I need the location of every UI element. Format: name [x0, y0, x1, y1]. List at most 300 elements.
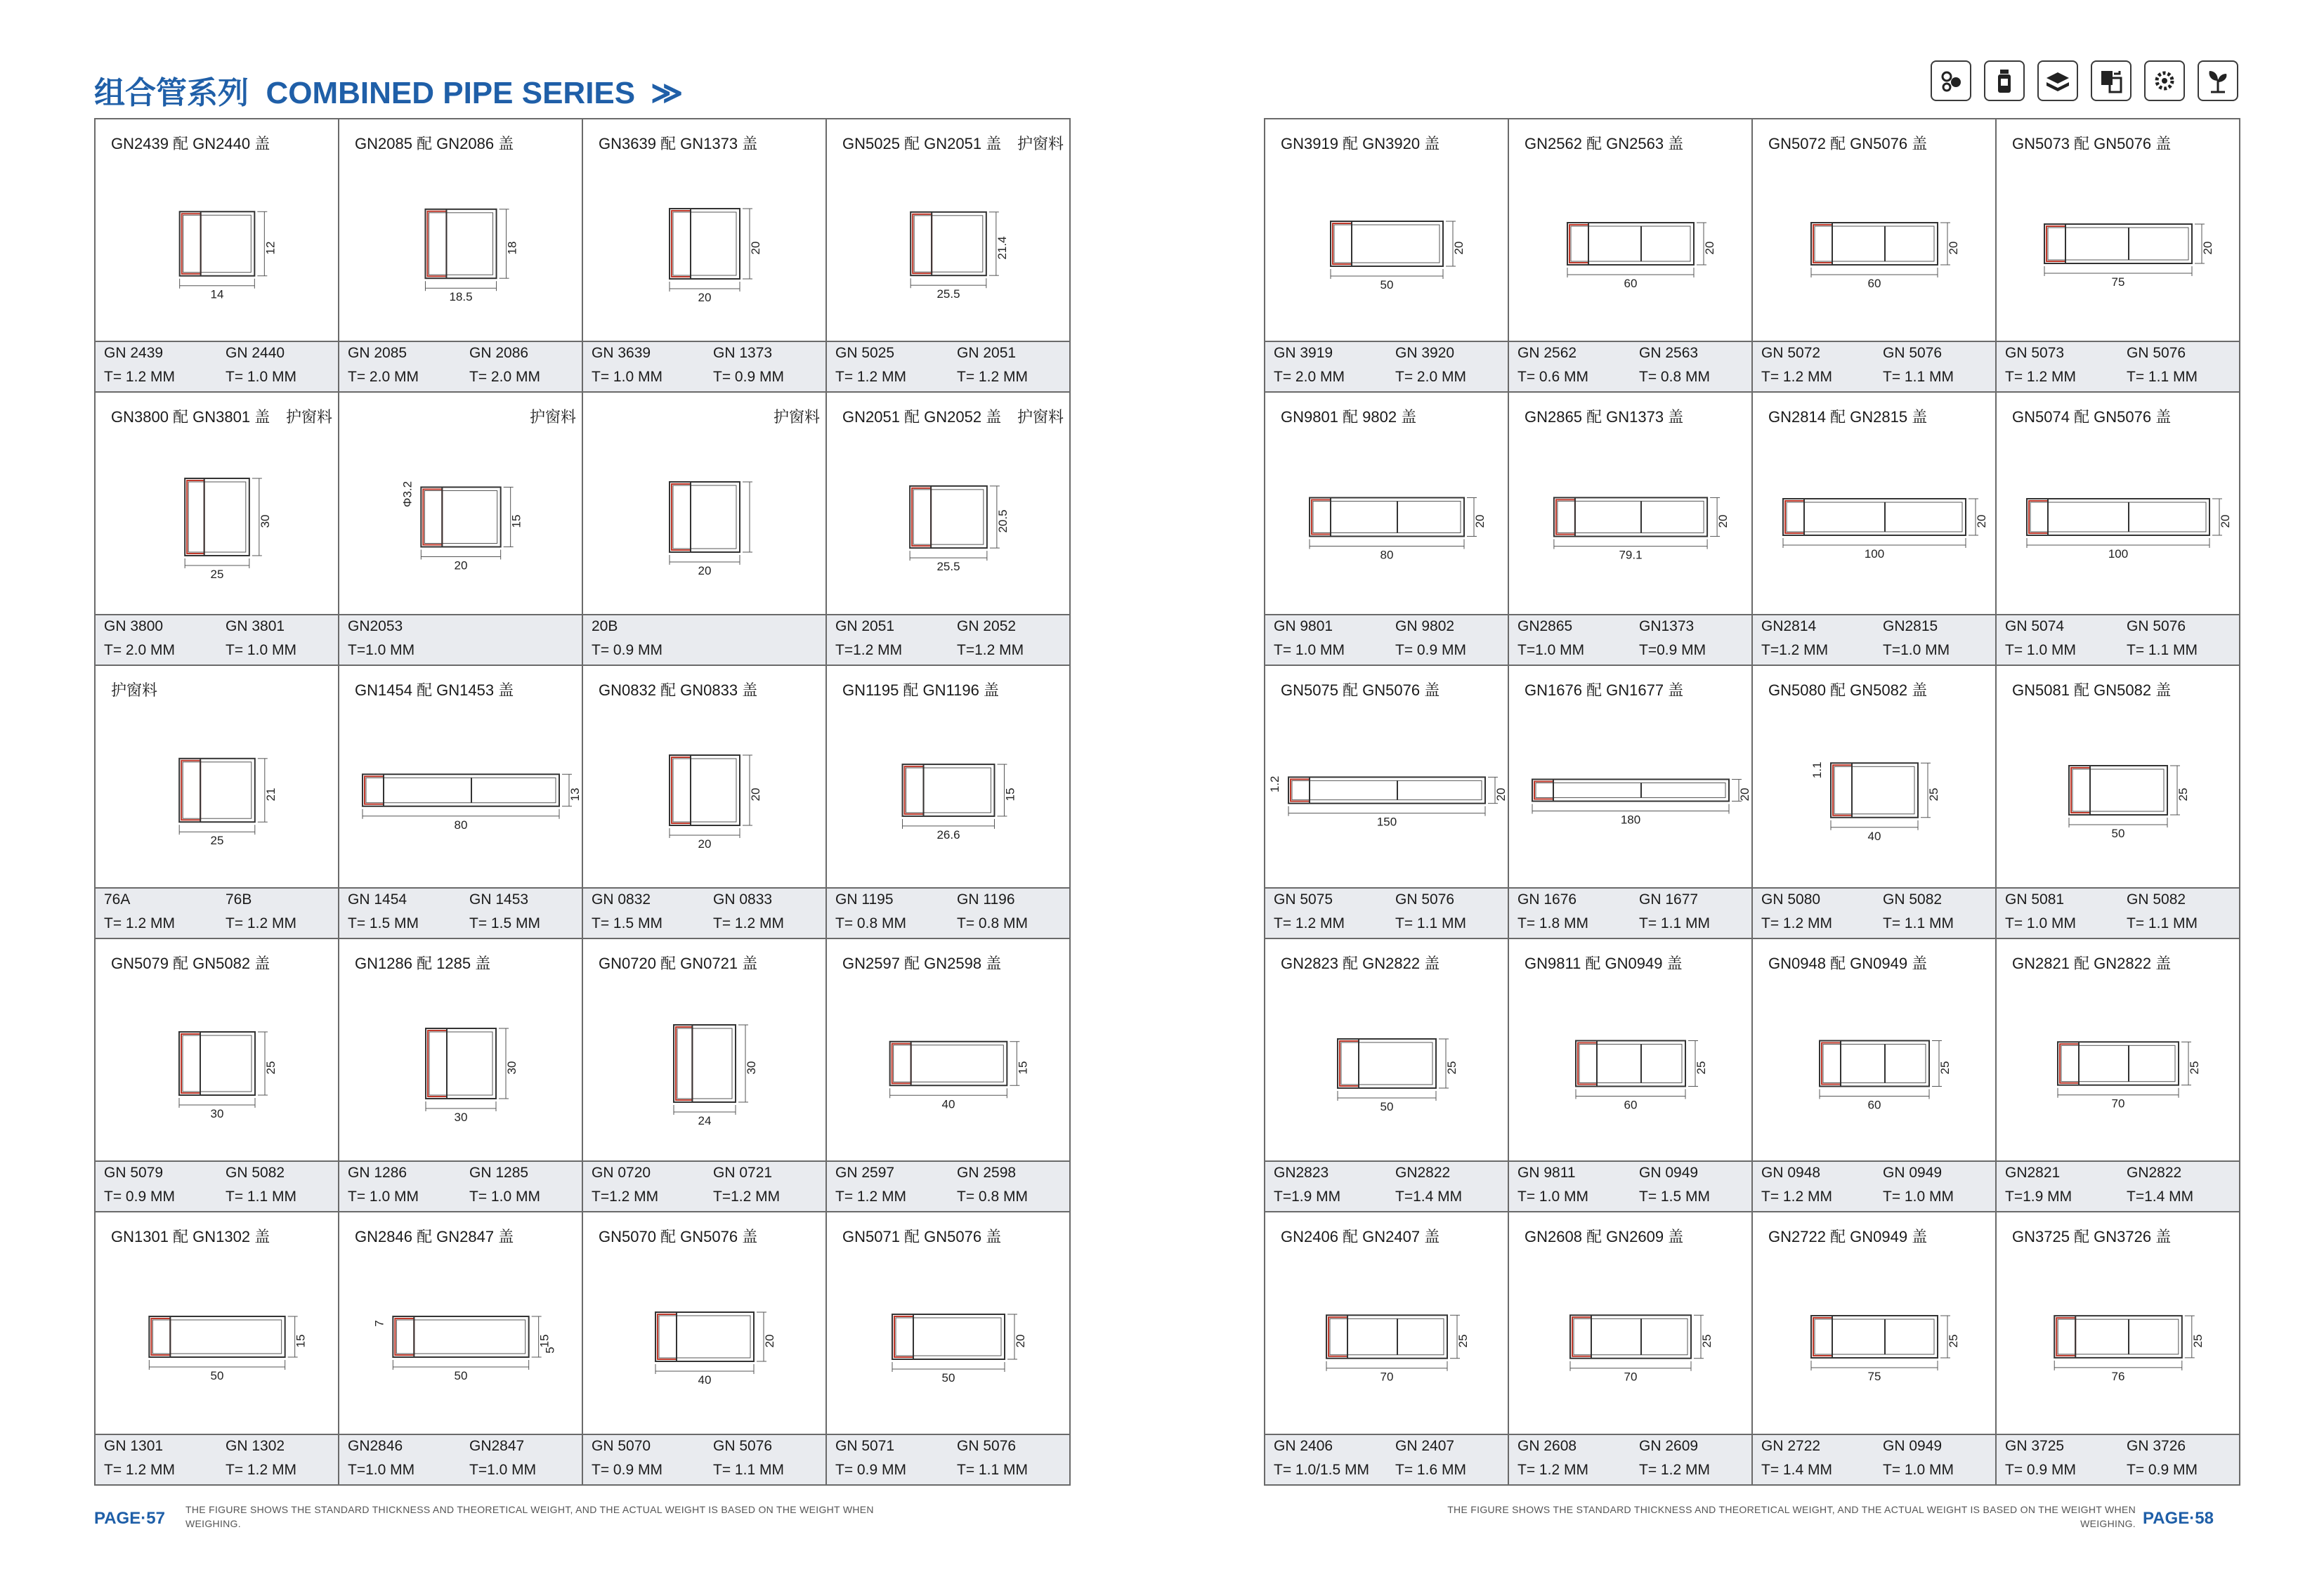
profile-thickness-b: T= 1.5 MM: [1639, 1189, 1710, 1205]
profile-cross-section: [1997, 1249, 2240, 1425]
cover-clip: [892, 1044, 911, 1084]
dimension-label: 25: [264, 1061, 278, 1075]
dimension-label: 40: [1867, 829, 1881, 843]
profile-outline: [674, 1025, 736, 1102]
dimension-label: 25: [1938, 1061, 1952, 1075]
profile-card: [1265, 119, 1509, 393]
dimension-label: 50: [1380, 278, 1394, 292]
cover-clip: [1556, 499, 1575, 534]
profile-thickness-a: T=1.9 MM: [2005, 1189, 2072, 1205]
profile-thickness-b: T= 0.9 MM: [2127, 1462, 2198, 1478]
profile-code-b: GN 1302: [226, 1438, 285, 1454]
profile-drawing: [670, 755, 762, 851]
profile-thickness-b: T= 1.1 MM: [1395, 915, 1466, 931]
profile-drawing: [1326, 1315, 1470, 1383]
dimension-label: 20: [763, 1334, 776, 1348]
profile-code-b: GN 1373: [713, 345, 773, 361]
profile-code-a: GN 2597: [835, 1165, 895, 1181]
footer-note-left: THE FIGURE SHOWS THE STANDARD THICKNESS AND THEORETICAL WEIGHT, AND THE ACTUAL WEIGHT IS BASED ON THE WEIGHT WHEN WEIGHING.: [185, 1504, 874, 1529]
profile-code-a: GN 1286: [348, 1165, 407, 1181]
dimension-label: 20: [749, 787, 762, 801]
profile-cross-section: [827, 976, 1071, 1151]
dimension-label: 60: [1867, 1098, 1881, 1112]
dimension-label: 20: [2219, 514, 2232, 528]
dimension-label: 20: [454, 558, 468, 572]
profile-drawing: [1570, 1315, 1713, 1383]
profile-drawing: [179, 1032, 278, 1120]
dimension-label: 50: [1380, 1100, 1394, 1113]
profile-pairing-title: GN2085 配 GN2086 盖: [355, 135, 514, 152]
cover-clip: [1785, 501, 1804, 533]
profile-thickness-a: T= 1.2 MM: [104, 915, 175, 931]
profile-thickness-b: T= 1.6 MM: [1395, 1462, 1466, 1478]
profile-code-b: GN 5076: [1883, 345, 1943, 361]
profile-drawing: [1331, 221, 1465, 292]
dimension-label: 25: [210, 568, 224, 581]
profile-card: [1753, 393, 1997, 666]
profile-card: [339, 939, 583, 1212]
profile-thickness-a: T= 0.9 MM: [592, 642, 662, 658]
profile-code-a: GN 5070: [592, 1438, 651, 1454]
profile-thickness-a: T= 1.2 MM: [1761, 369, 1832, 385]
cover-clip: [1822, 1043, 1841, 1085]
profile-inner-wall: [1334, 225, 1440, 263]
profile-cross-section: [827, 702, 1071, 878]
profile-cross-section: [1265, 156, 1509, 332]
dimension-label: 100: [2108, 547, 2129, 561]
profile-card: [1509, 939, 1753, 1212]
profile-outline: [1820, 1041, 1929, 1087]
profile-outline: [2044, 224, 2192, 263]
profile-code-b: GN 5076: [1395, 891, 1455, 908]
profile-category-tag: 护窗料: [1017, 408, 1064, 426]
profile-code-a: GN2846: [348, 1438, 403, 1454]
profile-thickness-a: T= 2.0 MM: [1274, 369, 1345, 385]
profile-thickness-a: T= 1.5 MM: [592, 915, 662, 931]
dimension-label: 40: [941, 1097, 955, 1111]
dimension-label: 30: [745, 1061, 758, 1075]
profile-outline: [1554, 497, 1707, 536]
cover-clip: [151, 1318, 170, 1355]
profile-cross-section: [96, 702, 339, 878]
profile-drawing: [179, 759, 278, 847]
profile-thickness-b: T=1.4 MM: [2127, 1189, 2194, 1205]
cover-clip: [912, 488, 931, 546]
profile-code-a: GN 9811: [1517, 1165, 1576, 1181]
profile-code-a: GN 0720: [592, 1165, 651, 1181]
profile-card: [1753, 119, 1997, 393]
profile-cross-section: [583, 976, 827, 1151]
dimension-label: 18.5: [449, 290, 473, 304]
cover-clip: [672, 757, 691, 823]
profile-code-b: GN2822: [1395, 1165, 1451, 1181]
cover-clip: [658, 1314, 677, 1359]
profile-inner-wall: [673, 485, 736, 549]
profile-drawing: [400, 481, 523, 572]
profile-code-b: GN 5076: [2127, 618, 2186, 634]
profile-inner-wall: [183, 215, 252, 272]
profile-card: [339, 666, 583, 939]
profile-drawing: [1811, 223, 1960, 290]
profile-outline: [1310, 498, 1464, 537]
profile-pairing-title: GN5075 配 GN5076 盖: [1281, 681, 1440, 699]
dimension-label: 13: [568, 787, 582, 801]
profile-code-b: GN 0949: [1883, 1438, 1943, 1454]
profile-thickness-b: T= 1.2 MM: [226, 915, 296, 931]
profile-pairing-title: GN3639 配 GN1373 盖: [599, 135, 758, 152]
cover-clip: [181, 761, 200, 820]
profile-pairing-title: GN5081 配 GN5082 盖: [2012, 681, 2172, 699]
profile-pairing-title: GN2439 配 GN2440 盖: [111, 135, 270, 152]
profile-cross-section: [1509, 429, 1753, 605]
profile-code-a: GN 0948: [1761, 1165, 1821, 1181]
dimension-label: 21.4: [995, 236, 1009, 260]
dimension-label: 20: [698, 291, 712, 304]
profile-code-a: GN 2051: [835, 618, 895, 634]
profile-code-b: GN 5076: [713, 1438, 773, 1454]
profile-outline: [1288, 777, 1485, 803]
profile-spec-footer: [339, 1434, 582, 1484]
profile-code-b: GN 5082: [226, 1165, 285, 1181]
title-en: COMBINED PIPE SERIES: [266, 76, 636, 110]
profile-inner-wall: [673, 759, 736, 822]
profile-card: [1997, 666, 2240, 939]
dimension-label: 100: [1864, 547, 1885, 561]
profile-thickness-a: T= 1.2 MM: [104, 1462, 175, 1478]
cover-clip: [905, 766, 924, 814]
profile-code-a: GN 9801: [1274, 618, 1333, 634]
profile-inner-wall: [1558, 501, 1704, 532]
dimension-label: 80: [1380, 548, 1394, 562]
profile-pairing-title: GN2865 配 GN1373 盖: [1525, 408, 1684, 426]
profile-card: [339, 1212, 583, 1486]
profile-outline: [1576, 1041, 1685, 1087]
dimension-label: 40: [698, 1373, 712, 1387]
profile-cross-section: [1265, 702, 1509, 878]
dimension-label: 180: [1620, 813, 1641, 827]
profile-cross-section: [1753, 702, 1997, 878]
profile-drawing: [1783, 499, 1988, 561]
profile-thickness-a: T= 1.2 MM: [835, 369, 906, 385]
dimension-label: 25: [2191, 1334, 2205, 1348]
profile-thickness-b: T= 1.1 MM: [2127, 369, 2198, 385]
profile-pairing-title: GN2821 配 GN2822 盖: [2012, 955, 2172, 972]
profile-card: [827, 119, 1071, 393]
cover-clip: [1833, 765, 1852, 816]
profile-code-b: GN 3801: [226, 618, 285, 634]
profile-inner-wall: [2072, 769, 2164, 811]
dimension-label: 25.5: [936, 287, 960, 301]
dimension-label: 75: [1867, 1370, 1881, 1383]
profile-inner-wall: [894, 1045, 1004, 1082]
dimension-label: 1.1: [1810, 761, 1824, 779]
profile-drawing: [910, 486, 1010, 573]
profile-spec-footer: [1753, 887, 1995, 938]
cover-clip: [1333, 223, 1352, 264]
profile-thickness-b: T= 2.0 MM: [1395, 369, 1466, 385]
profile-inner-wall: [1341, 1042, 1432, 1085]
footer-note-right: THE FIGURE SHOWS THE STANDARD THICKNESS AND THEORETICAL WEIGHT, AND THE ACTUAL WEIGHT IS BASED ON THE WEIGHT WHEN WEIGHING.: [1447, 1504, 2136, 1529]
profile-code-a: GN 1195: [835, 891, 894, 908]
profile-spec-footer: [339, 887, 582, 938]
profile-thickness-b: T= 1.1 MM: [1883, 369, 1954, 385]
profile-spec-footer: [339, 614, 582, 665]
profile-pairing-title: GN9811 配 GN0949 盖: [1525, 955, 1683, 972]
profile-cross-section: [96, 976, 339, 1151]
profile-code-b: GN 2052: [957, 618, 1017, 634]
profile-spec-footer: [1753, 614, 1995, 665]
profile-card: [96, 666, 339, 939]
profile-drawing: [1811, 1316, 1960, 1383]
profile-inner-wall: [2048, 228, 2188, 260]
profile-outline: [2054, 1316, 2182, 1358]
profile-thickness-b: T= 1.0 MM: [1883, 1189, 1954, 1205]
profile-spec-footer: [1265, 1434, 1508, 1484]
profile-pairing-title: GN5071 配 GN5076 盖: [842, 1228, 1002, 1245]
profile-card: [827, 393, 1071, 666]
dimension-label: 20: [698, 837, 712, 851]
profile-drawing: [910, 212, 1009, 301]
profile-pairing-title: GN2846 配 GN2847 盖: [355, 1228, 514, 1245]
profile-code-a: GN 2562: [1517, 345, 1577, 361]
profile-cross-section: [583, 429, 827, 605]
profile-card: [1265, 666, 1509, 939]
profile-grid-page-58: [1264, 118, 2240, 1486]
profile-cross-section: [1509, 156, 1753, 332]
profile-spec-footer: [1997, 614, 2239, 665]
dimension-label: 60: [1624, 277, 1638, 290]
profile-outline: [1567, 223, 1694, 265]
cover-clip: [1291, 779, 1310, 801]
profile-code-b: GN 1677: [1639, 891, 1699, 908]
dimension-label: 25: [1695, 1061, 1708, 1075]
profile-card: [1997, 1212, 2240, 1486]
profile-card: [96, 119, 339, 393]
dimension-label: 20.5: [995, 509, 1010, 533]
profile-card: [1997, 939, 2240, 1212]
dimension-label: 15: [509, 514, 523, 528]
profile-thickness-b: T=1.2 MM: [957, 642, 1024, 658]
profile-pairing-title: GN2722 配 GN0949 盖: [1768, 1228, 1928, 1245]
title-cn: 组合管系列: [94, 76, 249, 110]
profile-thickness-b: T= 1.2 MM: [713, 915, 784, 931]
profile-pairing-title: GN0948 配 GN0949 盖: [1768, 955, 1928, 972]
profile-outline: [1811, 223, 1938, 265]
profile-thickness-a: T=1.0 MM: [348, 642, 415, 658]
profile-pairing-title: GN2406 配 GN2407 盖: [1281, 1228, 1440, 1245]
profile-outline: [1331, 221, 1443, 266]
dimension-label: 70: [2111, 1097, 2125, 1111]
page-number-left: PAGE·57: [94, 1509, 165, 1528]
profile-outline: [426, 1028, 496, 1099]
profile-pairing-title: GN1454 配 GN1453 盖: [355, 681, 514, 699]
profile-code-b: GN 1285: [469, 1165, 529, 1181]
profile-card: [583, 939, 827, 1212]
cover-clip: [187, 480, 204, 554]
dimension-label: 20: [1703, 241, 1716, 255]
profile-cross-section: [1753, 1249, 1997, 1425]
dimension-label: 25: [2188, 1061, 2201, 1075]
profile-code-a: GN 3800: [104, 618, 164, 634]
profile-code-a: GN2814: [1761, 618, 1817, 634]
profile-inner-wall: [1536, 783, 1725, 797]
cover-clip: [2056, 1318, 2075, 1356]
profile-thickness-a: T=1.2 MM: [1761, 642, 1829, 658]
profile-spec-footer: [1509, 341, 1751, 391]
profile-pairing-title: GN0720 配 GN0721 盖: [599, 955, 758, 972]
profile-code-a: GN 3725: [2005, 1438, 2065, 1454]
profile-pairing-title: GN3800 配 GN3801 盖: [111, 408, 270, 426]
cover-clip: [2071, 768, 2090, 813]
profile-drawing: [670, 209, 762, 304]
bottle-icon: [1984, 60, 2025, 101]
profile-thickness-b: T= 0.9 MM: [713, 369, 784, 385]
profile-category-tag: 护窗料: [285, 408, 332, 426]
profile-drawing: [426, 1028, 518, 1124]
profile-spec-footer: [339, 1160, 582, 1211]
profile-outline: [2058, 1042, 2179, 1085]
profile-card: [583, 119, 827, 393]
profile-code-b: GN 9802: [1395, 618, 1455, 634]
profile-inner-wall: [673, 212, 736, 275]
profile-code-b: GN1373: [1639, 618, 1695, 634]
profile-outline: [179, 1032, 255, 1095]
cover-clip: [1312, 500, 1331, 535]
dimension-label: 5: [543, 1347, 557, 1354]
cover-clip: [365, 776, 384, 804]
profile-code-a: GN 0832: [592, 891, 651, 908]
profile-outline: [1783, 499, 1966, 535]
profile-thickness-b: T= 1.2 MM: [226, 1462, 296, 1478]
profile-thickness-a: T= 1.0 MM: [2005, 642, 2076, 658]
profile-code-a: GN2821: [2005, 1165, 2061, 1181]
profile-thickness-b: T=1.0 MM: [1883, 642, 1950, 658]
profile-drawing: [180, 211, 278, 301]
profile-spec-footer: [1509, 614, 1751, 665]
feature-icon-bar: [1931, 60, 2238, 101]
profile-code-b: GN 0721: [713, 1165, 773, 1181]
profile-cross-section: [339, 702, 583, 878]
profile-outline: [890, 1042, 1007, 1086]
profile-drawing: [185, 478, 272, 581]
profile-code-a: GN 1454: [348, 891, 407, 908]
profile-cross-section: [339, 156, 583, 332]
profile-thickness-b: T=1.4 MM: [1395, 1189, 1463, 1205]
dimension-label: 60: [1867, 277, 1881, 290]
profile-outline: [903, 764, 995, 816]
molecules-icon: [1931, 60, 1971, 101]
profile-cross-section: [827, 429, 1071, 605]
profile-spec-footer: [827, 1160, 1069, 1211]
profile-thickness-a: T= 1.2 MM: [1517, 1462, 1588, 1478]
profile-code-b: GN 0949: [1883, 1165, 1943, 1181]
dimension-label: 25: [1445, 1061, 1458, 1075]
profile-spec-footer: [1265, 341, 1508, 391]
profile-cross-section: [1997, 156, 2240, 332]
profile-thickness-b: T=1.2 MM: [713, 1189, 781, 1205]
plant-icon: [2198, 60, 2238, 101]
profile-card: [339, 393, 583, 666]
profile-thickness-a: T= 1.2 MM: [835, 1189, 906, 1205]
dimension-label: 150: [1376, 815, 1397, 829]
profile-cross-section: [1997, 976, 2240, 1151]
profile-pairing-title: GN2608 配 GN2609 盖: [1525, 1228, 1684, 1245]
profile-thickness-a: T= 1.0 MM: [348, 1189, 419, 1205]
cover-clip: [672, 211, 691, 277]
profile-spec-footer: [583, 1160, 825, 1211]
profile-thickness-a: T= 1.2 MM: [2005, 369, 2076, 385]
profile-cross-section: [1753, 429, 1997, 605]
dimension-label: 12: [263, 241, 278, 255]
profile-code-a: GN 2439: [104, 345, 164, 361]
profile-thickness-a: T=1.2 MM: [835, 642, 903, 658]
profile-spec-footer: [96, 341, 338, 391]
profile-pairing-title: GN3919 配 GN3920 盖: [1281, 135, 1440, 152]
profile-spec-footer: [1265, 1160, 1508, 1211]
profile-outline: [2027, 499, 2209, 535]
profile-pairing-title: GN2823 配 GN2822 盖: [1281, 955, 1440, 972]
profile-drawing: [2044, 224, 2214, 289]
profile-inner-wall: [366, 778, 556, 803]
profile-thickness-b: T= 1.0 MM: [226, 642, 296, 658]
dimension-label: 7: [372, 1320, 386, 1327]
profile-thickness-a: T= 1.8 MM: [1517, 915, 1588, 931]
profile-thickness-a: T= 2.0 MM: [348, 369, 419, 385]
profile-code-a: 76A: [104, 891, 131, 908]
dimension-label: 25: [1456, 1334, 1470, 1348]
profile-drawing: [892, 1314, 1027, 1385]
dimension-label: 20: [749, 241, 762, 255]
profile-pairing-title: GN5070 配 GN5076 盖: [599, 1228, 758, 1245]
profile-spec-footer: [1509, 887, 1751, 938]
profile-thickness-b: T= 1.1 MM: [2127, 915, 2198, 931]
profile-spec-footer: [1997, 341, 2239, 391]
profile-card: [96, 1212, 339, 1486]
profile-outline: [655, 1312, 754, 1361]
profile-outline: [421, 488, 500, 547]
profile-code-b: GN 3726: [2127, 1438, 2186, 1454]
profile-thickness-a: T= 1.2 MM: [1761, 1189, 1832, 1205]
profile-pairing-title: GN1301 配 GN1302 盖: [111, 1228, 270, 1245]
cover-clip: [2046, 226, 2065, 261]
profile-thickness-a: T=1.9 MM: [1274, 1189, 1341, 1205]
profile-outline: [1338, 1039, 1436, 1088]
profile-outline: [910, 212, 986, 275]
profile-card: [1509, 666, 1753, 939]
profile-code-b: GN 2440: [226, 345, 285, 361]
dimension-label: 25: [1947, 1334, 1960, 1348]
profile-card: [1509, 1212, 1753, 1486]
profile-thickness-b: T= 1.1 MM: [957, 1462, 1028, 1478]
profile-cross-section: [96, 429, 339, 605]
profile-thickness-a: T=1.2 MM: [592, 1189, 659, 1205]
profile-pairing-title: GN2814 配 GN2815 盖: [1768, 408, 1928, 426]
profile-outline: [1831, 763, 1918, 818]
dimension-label: 20: [1947, 241, 1960, 255]
profile-outline: [393, 1316, 528, 1357]
gears-icon: [2144, 60, 2185, 101]
profile-outline: [892, 1314, 1005, 1359]
profile-inner-wall: [677, 1028, 732, 1099]
profile-thickness-b: T= 1.1 MM: [713, 1462, 784, 1478]
dimension-label: 21: [263, 787, 278, 801]
dimension-label: 25: [2176, 787, 2190, 801]
dimension-label: 75: [2111, 275, 2125, 289]
profile-code-a: GN2865: [1517, 618, 1573, 634]
profile-card: [1997, 393, 2240, 666]
profile-cross-section: [1509, 1249, 1753, 1425]
profile-cross-section: [339, 429, 583, 605]
